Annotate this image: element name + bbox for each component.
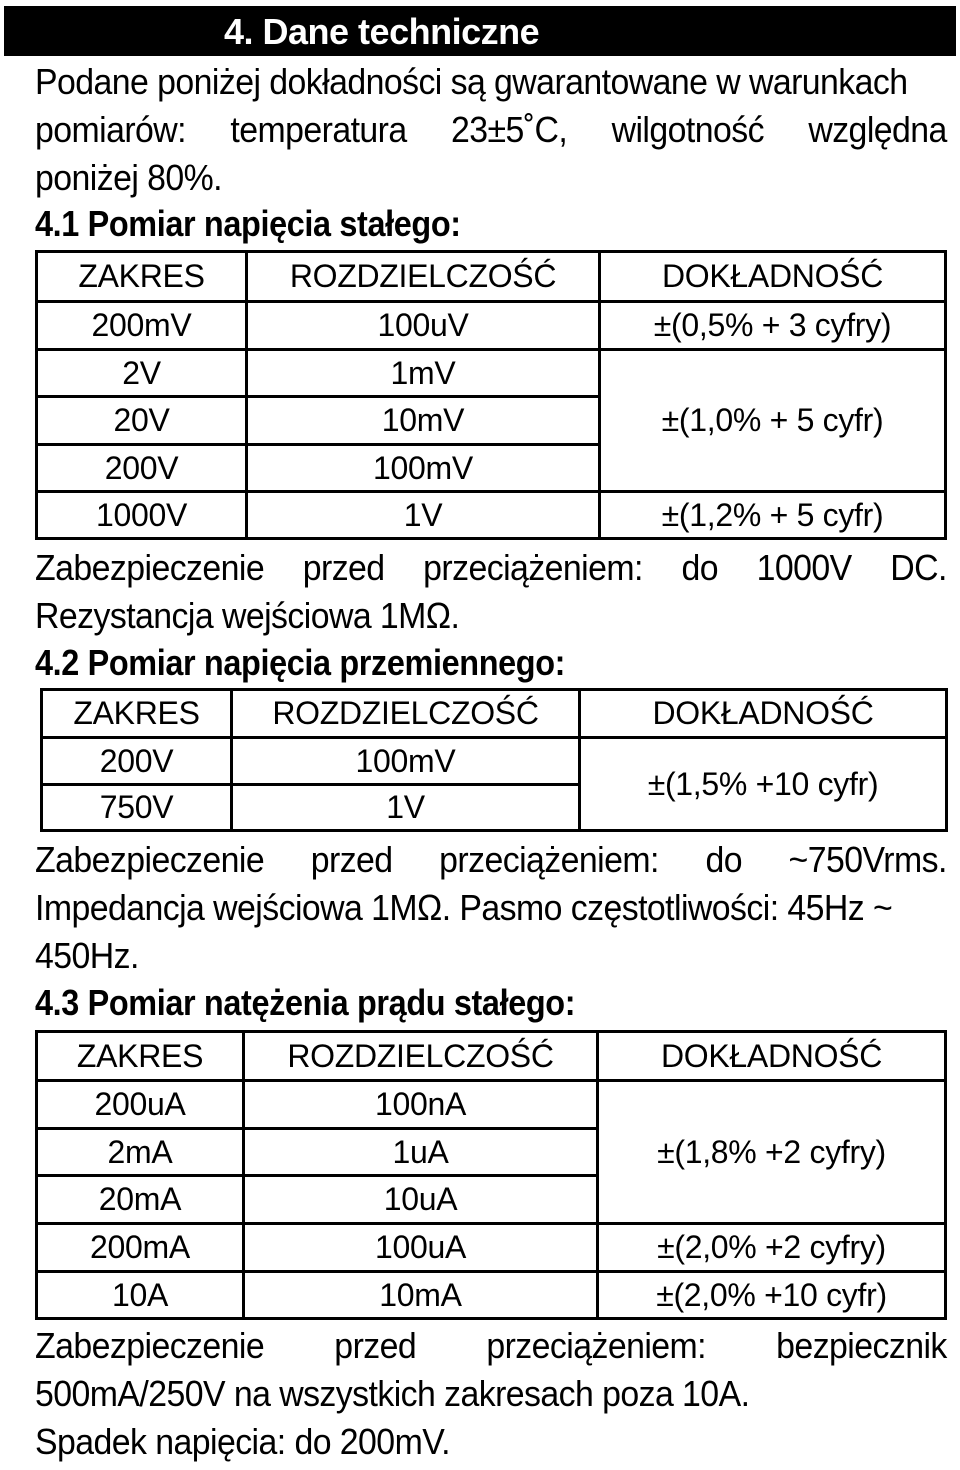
- table-cell-range: 200V: [99, 742, 174, 779]
- dc-current-notes: [35, 1322, 947, 1466]
- table-cell-range: 200mV: [91, 307, 192, 343]
- note-line: 500mA/250V na wszystkich zakresach poza 10A.: [35, 1373, 750, 1414]
- table-cell-resolution: 10mV: [381, 402, 465, 438]
- section-header-bar: [4, 6, 956, 56]
- table-cell-resolution: 1V: [386, 789, 425, 825]
- note-line: Zabezpieczenie przed przeciążeniem: do 1000V DC.: [35, 547, 947, 588]
- table-cell-range: 200mA: [90, 1229, 190, 1265]
- intro-line-1: Podane poniżej dokładności są gwarantowane w warunkach: [35, 61, 908, 102]
- table-cell-resolution: 10uA: [383, 1181, 458, 1217]
- intro-line-2: pomiarów: temperatura 23±5˚C, wilgotność względna: [35, 109, 947, 150]
- table-cell-resolution: 1V: [403, 496, 443, 533]
- table-cell-range: 20V: [113, 402, 170, 438]
- table-cell-accuracy-merged: ±(1,8% +2 cyfry): [657, 1133, 886, 1170]
- note-line: Rezystancja wejściowa 1MΩ.: [35, 595, 460, 636]
- dc-current-heading: 4.3 Pomiar natężenia prądu stałego:: [35, 982, 576, 1023]
- table-cell-accuracy-merged: ±(1,0% + 5 cyfr): [661, 402, 884, 438]
- table-cell-accuracy: ±(2,0% +2 cyfry): [657, 1229, 886, 1265]
- table-cell-resolution: 1mV: [390, 354, 456, 391]
- table-cell-resolution: 100uV: [377, 307, 469, 343]
- dc-current-table: [35, 1030, 947, 1320]
- note-line: Zabezpieczenie przed przeciążeniem: bezpiecznik: [35, 1325, 947, 1366]
- dc-voltage-table: [35, 250, 947, 540]
- table-cell-accuracy: ±(0,5% + 3 cyfry): [653, 307, 892, 343]
- dc-voltage-notes: [35, 544, 947, 640]
- table-cell-resolution: 1uA: [392, 1133, 449, 1170]
- dc-voltage-heading: 4.1 Pomiar napięcia stałego:: [35, 203, 461, 244]
- intro-paragraph: [35, 58, 947, 202]
- note-line: Spadek napięcia: do 200mV.: [35, 1421, 450, 1462]
- table-cell-resolution: 10mA: [379, 1276, 462, 1313]
- table-cell-accuracy: ±(1,2% + 5 cyfr): [661, 496, 884, 533]
- column-header-accuracy: DOKŁADNOŚĆ: [652, 695, 874, 731]
- note-line: 450Hz.: [35, 935, 139, 976]
- column-header-range: ZAKRES: [78, 258, 205, 294]
- table-cell-range: 750V: [99, 789, 174, 825]
- note-line: Zabezpieczenie przed przeciążeniem: do ~750Vrms.: [35, 839, 947, 880]
- table-cell-range: 200V: [104, 449, 179, 486]
- table-cell-resolution: 100uA: [374, 1229, 467, 1265]
- column-header-resolution: ROZDZIELCZOŚĆ: [289, 258, 557, 294]
- table-cell-range: 2V: [122, 354, 161, 391]
- table-cell-range: 20mA: [98, 1181, 182, 1217]
- table-cell-accuracy: ±(2,0% +10 cyfr): [656, 1276, 887, 1313]
- table-cell-range: 2mA: [107, 1133, 173, 1170]
- table-cell-resolution: 100mV: [355, 742, 456, 779]
- table-cell-range: 10A: [111, 1276, 169, 1313]
- column-header-resolution: ROZDZIELCZOŚĆ: [287, 1037, 554, 1074]
- ac-voltage-heading: 4.2 Pomiar napięcia przemiennego:: [35, 642, 566, 683]
- column-header-accuracy: DOKŁADNOŚĆ: [661, 258, 884, 294]
- ac-voltage-notes: [35, 836, 947, 980]
- column-header-resolution: ROZDZIELCZOŚĆ: [272, 695, 539, 731]
- column-header-accuracy: DOKŁADNOŚĆ: [660, 1037, 883, 1074]
- table-cell-accuracy-merged: ±(1,5% +10 cyfr): [647, 765, 879, 802]
- table-cell-range: 1000V: [95, 496, 188, 533]
- section-title: 4. Dane techniczne: [224, 11, 540, 52]
- column-header-range: ZAKRES: [76, 1037, 204, 1074]
- table-cell-resolution: 100nA: [374, 1086, 467, 1122]
- column-header-range: ZAKRES: [73, 695, 200, 731]
- table-cell-resolution: 100mV: [373, 449, 473, 486]
- table-cell-range: 200uA: [94, 1086, 186, 1122]
- note-line: Impedancja wejściowa 1MΩ. Pasmo częstotliwości: 45Hz ~: [35, 887, 893, 928]
- ac-voltage-table: [40, 688, 948, 832]
- intro-line-3: poniżej 80%.: [35, 157, 223, 198]
